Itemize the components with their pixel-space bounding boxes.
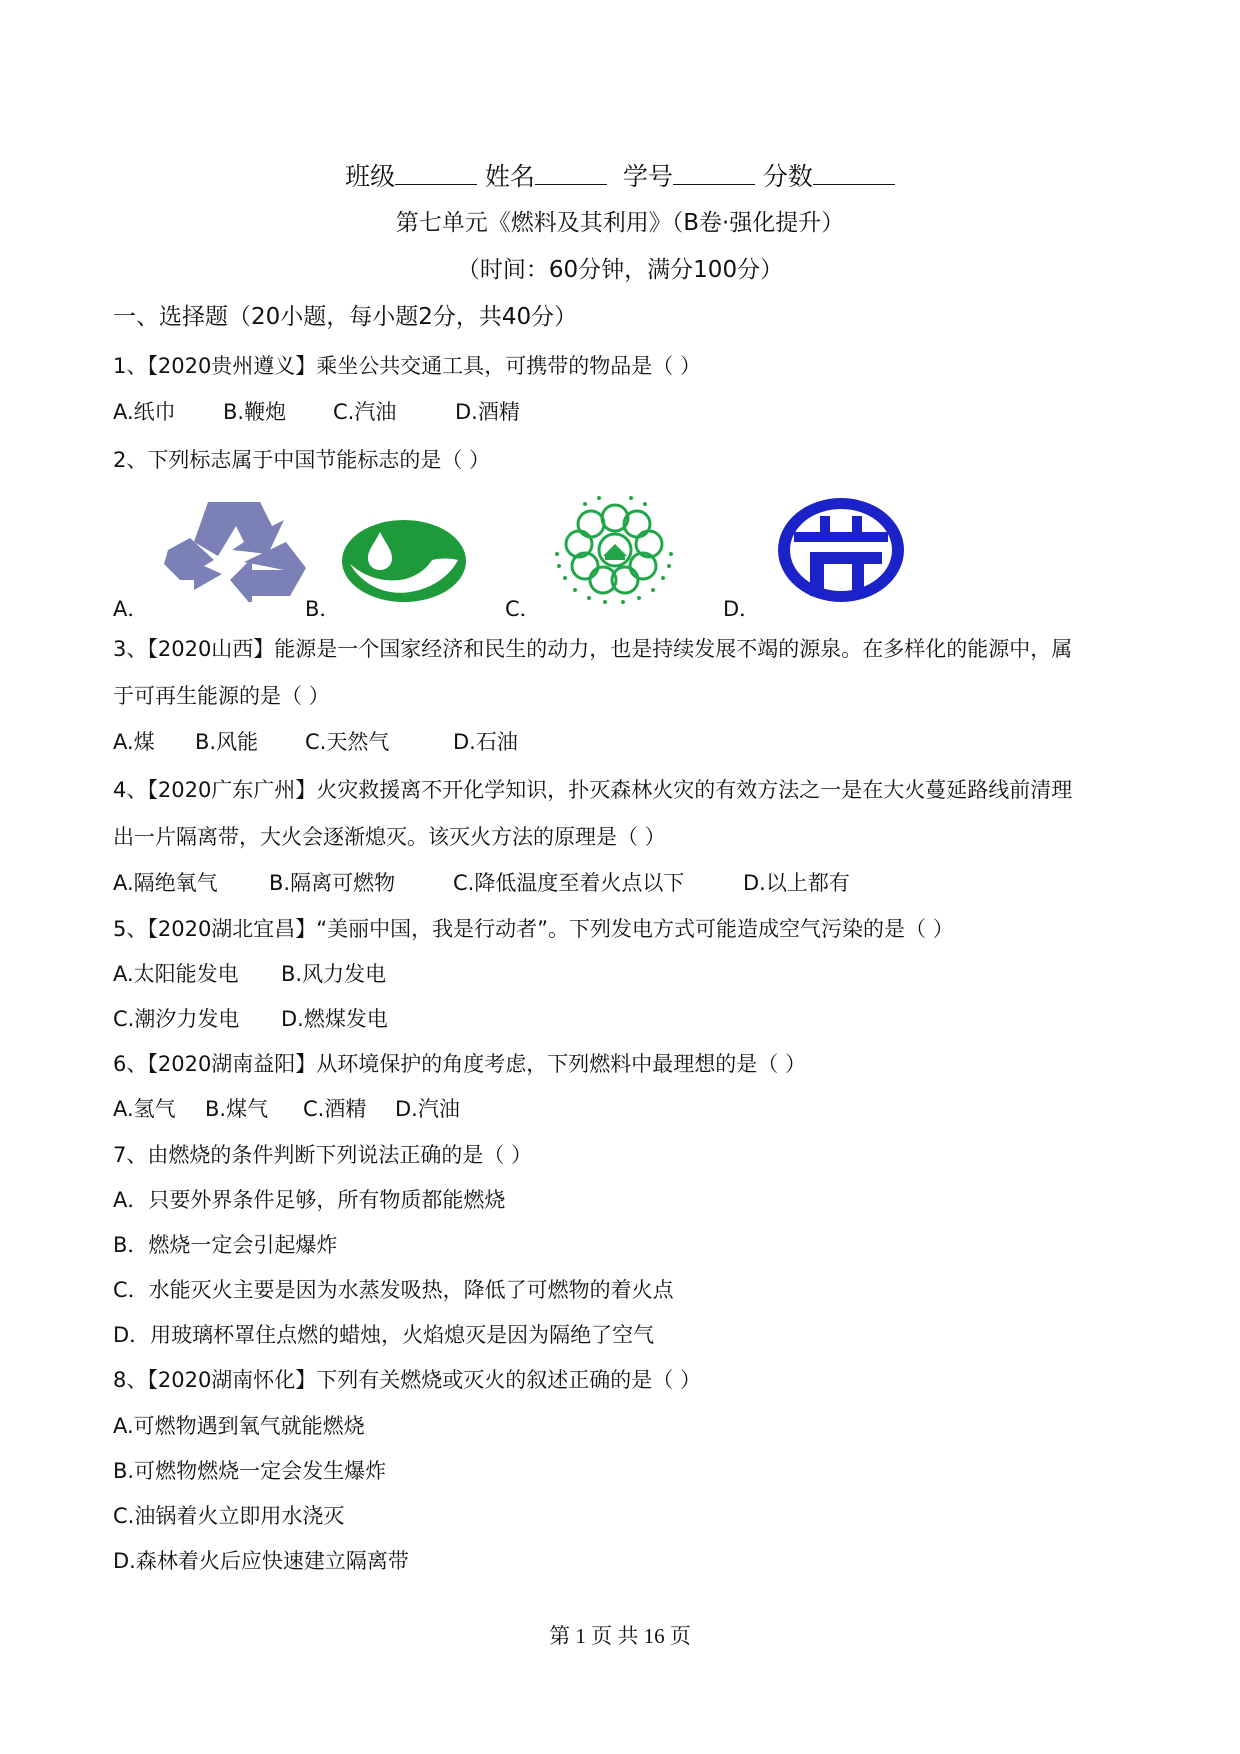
question-3-stem-line1: 3、【2020山西】能源是一个国家经济和民生的动力，也是持续发展不竭的源泉。在多样化的能源中，属	[113, 637, 1073, 661]
option-d[interactable]: D.酒精	[455, 400, 520, 424]
option-c[interactable]: C.降低温度至着火点以下	[453, 871, 685, 895]
score-label: 分数	[762, 162, 813, 191]
question-4-stem-line1: 4、【2020广东广州】火灾救援离不开化学知识，扑灭森林火灾的有效方法之一是在大火蔓延路线前清理	[113, 778, 1073, 802]
option-b[interactable]: B.风能	[195, 730, 259, 754]
option-b-label[interactable]: B．	[305, 597, 341, 621]
option-a[interactable]: A.太阳能发电	[113, 962, 239, 986]
energy-saving-icon	[776, 496, 906, 604]
question-3-stem-line2: 于可再生能源的是（ ）	[113, 684, 330, 708]
option-b[interactable]: B.煤气	[205, 1097, 269, 1121]
question-8-option-c[interactable]: C.油锅着火立即用水浇灭	[113, 1504, 345, 1528]
name-blank[interactable]	[535, 162, 607, 185]
option-a[interactable]: A.纸巾	[113, 400, 176, 424]
option-d-label[interactable]: D．	[723, 597, 761, 621]
question-8-option-b[interactable]: B.可燃物燃烧一定会发生爆炸	[113, 1459, 387, 1483]
question-5-stem: 5、【2020湖北宜昌】“美丽中国，我是行动者”。下列发电方式可能造成空气污染的是（ ）	[113, 917, 954, 941]
class-blank[interactable]	[395, 162, 477, 185]
name-label: 姓名	[485, 162, 536, 191]
id-blank[interactable]	[673, 162, 755, 185]
question-5-options-row1	[113, 960, 386, 988]
option-a-label[interactable]: A．	[113, 597, 149, 621]
question-8-stem: 8、【2020湖南怀化】下列有关燃烧或灭火的叙述正确的是（ ）	[113, 1368, 701, 1392]
question-2-logo-options	[0, 490, 1240, 620]
option-b[interactable]: B.鞭炮	[223, 400, 287, 424]
question-8-option-d[interactable]: D.森林着火后应快速建立隔离带	[113, 1549, 409, 1573]
question-7-option-b[interactable]: B．燃烧一定会引起爆炸	[113, 1233, 338, 1257]
option-b[interactable]: B.隔离可燃物	[269, 871, 396, 895]
option-b[interactable]: B.风力发电	[281, 962, 387, 986]
score-blank[interactable]	[813, 162, 895, 185]
option-c-label[interactable]: C．	[505, 597, 541, 621]
option-c[interactable]: C.酒精	[303, 1097, 367, 1121]
option-a[interactable]: A.氢气	[113, 1097, 176, 1121]
question-4-options	[113, 869, 850, 897]
question-5-options-row2	[113, 1005, 388, 1033]
class-label: 班级	[345, 162, 396, 191]
environmental-label-icon	[545, 494, 685, 610]
option-c[interactable]: C.汽油	[333, 400, 397, 424]
water-saving-icon	[340, 518, 468, 604]
option-d[interactable]: D.以上都有	[743, 871, 850, 895]
question-1-stem: 1、【2020贵州遵义】乘坐公共交通工具，可携带的物品是（ ）	[113, 354, 701, 378]
option-d[interactable]: D.石油	[453, 730, 518, 754]
option-a[interactable]: A.隔绝氧气	[113, 871, 218, 895]
question-7-option-a[interactable]: A．只要外界条件足够，所有物质都能燃烧	[113, 1188, 506, 1212]
student-info-line	[0, 162, 1240, 191]
page-number: 第 1 页 共 16 页	[549, 1624, 691, 1648]
recycle-icon	[160, 498, 308, 602]
exam-subtitle: （时间：60分钟，满分100分）	[456, 257, 784, 283]
exam-title: 第七单元《燃料及其利用》（B卷·强化提升）	[395, 210, 845, 236]
option-c[interactable]: C.潮汐力发电	[113, 1007, 240, 1031]
question-4-stem-line2: 出一片隔离带，大火会逐渐熄灭。该灭火方法的原理是（ ）	[113, 825, 666, 849]
option-d[interactable]: D.燃煤发电	[281, 1007, 388, 1031]
question-1-options	[113, 398, 520, 426]
option-d[interactable]: D.汽油	[395, 1097, 460, 1121]
question-8-option-a[interactable]: A.可燃物遇到氧气就能燃烧	[113, 1414, 365, 1438]
question-7-option-d[interactable]: D．用玻璃杯罩住点燃的蜡烛，火焰熄灭是因为隔绝了空气	[113, 1323, 655, 1347]
section-heading: 一、选择题（20小题，每小题2分，共40分）	[113, 304, 578, 330]
id-label: 学号	[622, 162, 673, 191]
question-6-options	[113, 1095, 460, 1123]
question-3-options	[113, 728, 518, 756]
option-a[interactable]: A.煤	[113, 730, 155, 754]
question-2-stem: 2、下列标志属于中国节能标志的是（ ）	[113, 448, 491, 472]
question-6-stem: 6、【2020湖南益阳】从环境保护的角度考虑，下列燃料中最理想的是（ ）	[113, 1052, 806, 1076]
question-7-option-c[interactable]: C．水能灭火主要是因为水蒸发吸热，降低了可燃物的着火点	[113, 1278, 674, 1302]
option-c[interactable]: C.天然气	[305, 730, 390, 754]
question-7-stem: 7、由燃烧的条件判断下列说法正确的是（ ）	[113, 1143, 533, 1167]
